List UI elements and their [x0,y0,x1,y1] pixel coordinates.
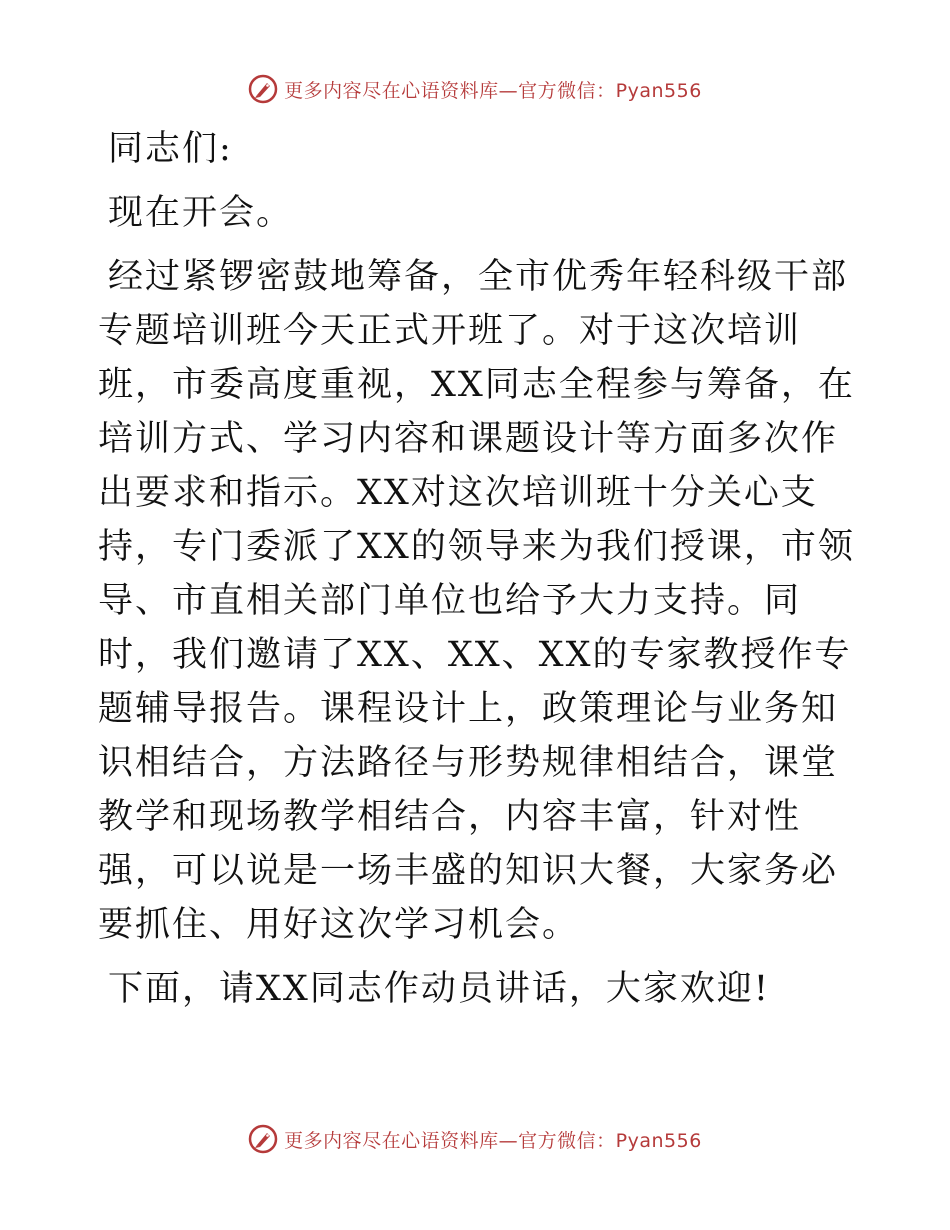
pen-nib-logo-icon [248,1124,278,1154]
body-paragraph: 经过紧锣密鼓地筹备，全市优秀年轻科级干部专题培训班今天正式开班了。对于这次培训班，市委高度重视，XX同志全程参与筹备，在培训方式、学习内容和课题设计等方面多次作出要求和指示。XX对这次培训班十分关心支持，专门委派了XX的领导来为我们授课，市领导、市直相关部门单位也给予大力支持。同时，我们邀请了XX、XX、XX的专家教授作专题辅导报告。课程设计上，政策理论与业务知识相结合，方法路径与形势规律相结合，课堂教学和现场教学相结合，内容丰富，针对性强，可以说是一场丰盛的知识大餐，大家务必要抓住、用好这次学习机会。 [98,257,855,945]
footer-watermark [0,1122,950,1156]
header-watermark [0,72,950,106]
document-body [98,122,858,1016]
pen-nib-logo-icon [248,74,278,104]
opening-paragraph: 现在开会。 [108,193,294,233]
greeting: 同志们: [108,129,233,169]
closing-paragraph: 下面，请XX同志作动员讲话，大家欢迎! [108,969,770,1009]
watermark-text: 更多内容尽在心语资料库—官方微信：Pyan556 [284,1129,702,1152]
watermark-text: 更多内容尽在心语资料库—官方微信：Pyan556 [284,79,702,102]
